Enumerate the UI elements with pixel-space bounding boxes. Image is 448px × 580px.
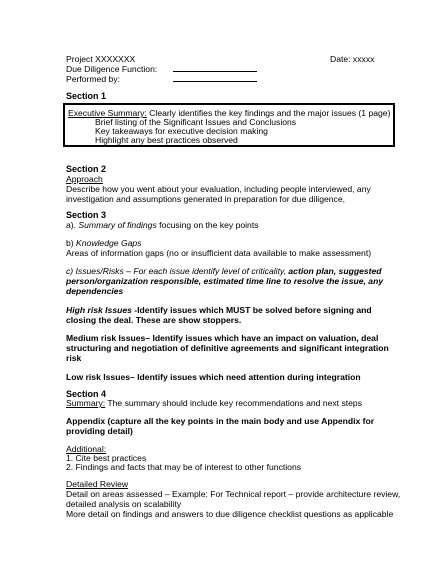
issues-risks-line-1 bbox=[66, 266, 382, 276]
additional-label: Additional: bbox=[66, 444, 107, 454]
approach-label: Approach bbox=[66, 174, 103, 184]
issues-risks-bold-1: action plan, suggested bbox=[288, 266, 382, 276]
summary-findings-text: focusing on the key points bbox=[156, 220, 259, 230]
issues-risks-text: c) Issues/Risks – For each issue identify level of criticality, bbox=[66, 266, 289, 276]
section2-title: Section 2 bbox=[66, 164, 107, 174]
section1-title: Section 1 bbox=[66, 91, 107, 101]
executive-summary-text: Clearly identifies the key findings and the major issues (1 page) bbox=[146, 108, 391, 118]
item-b-prefix: b) bbox=[66, 238, 77, 248]
performed-by-label: Performed by: bbox=[66, 74, 120, 84]
section4-title: Section 4 bbox=[66, 389, 107, 399]
knowledge-gaps-line bbox=[66, 238, 141, 248]
knowledge-gaps-text: Areas of information gaps (no or insufficient data available to make assessment) bbox=[66, 248, 372, 258]
exec-bullet-3: Highlight any best practices observed bbox=[95, 135, 238, 145]
summary-findings-line bbox=[66, 220, 259, 230]
exec-bullet-2: Key takeaways for executive decision making bbox=[95, 126, 268, 136]
high-risk-line-2: closing the deal. These are show stoppers. bbox=[66, 315, 242, 325]
high-risk-text: -Identify issues which MUST be solved before signing and bbox=[131, 305, 372, 315]
detailed-review-line-1: Detail on areas assessed – Example: For Technical report – provide architecture review, bbox=[66, 489, 401, 499]
appendix-line-2: providing detail) bbox=[66, 426, 133, 436]
low-risk-line: Low risk Issues– Identify issues which need attention during integration bbox=[66, 372, 361, 382]
detailed-review-label: Detailed Review bbox=[66, 479, 129, 489]
function-blank-line bbox=[173, 63, 257, 72]
medium-risk-line-2: structuring and negotiation of definitive agreements and significant integration bbox=[66, 343, 389, 353]
section4-summary-text: The summary should include key recommendations and next steps bbox=[105, 398, 362, 408]
issues-risks-line-3: dependencies bbox=[66, 286, 124, 296]
project-label: Project XXXXXXX bbox=[66, 54, 136, 64]
exec-bullet-1: Brief listing of the Significant Issues and Conclusions bbox=[95, 117, 297, 127]
date-label: Date: xxxxx bbox=[330, 54, 375, 64]
additional-item-2: 2. Findings and facts that may be of interest to other functions bbox=[66, 462, 302, 472]
high-risk-line-1 bbox=[66, 305, 372, 315]
function-label: Due Diligence Function: bbox=[66, 64, 158, 74]
summary-findings-label: Summary of findings bbox=[78, 220, 157, 230]
performed-by-blank-line bbox=[173, 73, 257, 82]
item-a-prefix: a). bbox=[66, 220, 79, 230]
medium-risk-line-1: Medium risk Issues– Identify issues which have an impact on valuation, deal bbox=[66, 333, 379, 343]
detailed-review-line-2: detailed analysis on scalability bbox=[66, 499, 182, 509]
approach-line-1: Describe how you went about your evaluation, including people interviewed, any bbox=[66, 184, 371, 194]
detailed-review-line-3: More detail on findings and answers to due diligence checklist questions as applicable bbox=[66, 509, 394, 519]
high-risk-label: High risk Issues bbox=[66, 305, 132, 315]
knowledge-gaps-label: Knowledge Gaps bbox=[76, 238, 142, 248]
section4-summary-label: Summary: bbox=[66, 398, 106, 408]
section3-title: Section 3 bbox=[66, 210, 107, 220]
executive-summary-label: Executive Summary: bbox=[68, 108, 147, 118]
approach-line-2: investigation and assumptions generated in preparation for due diligence, bbox=[66, 194, 346, 204]
medium-risk-line-3: risk bbox=[66, 353, 82, 363]
additional-item-1: 1. Cite best practices bbox=[66, 453, 147, 463]
appendix-line-1: Appendix (capture all the key points in the main body and use Appendix for bbox=[66, 416, 375, 426]
section4-summary-line bbox=[66, 398, 362, 408]
issues-risks-line-2: person/organization responsible, estimated time line to resolve the issue, any bbox=[66, 276, 384, 286]
